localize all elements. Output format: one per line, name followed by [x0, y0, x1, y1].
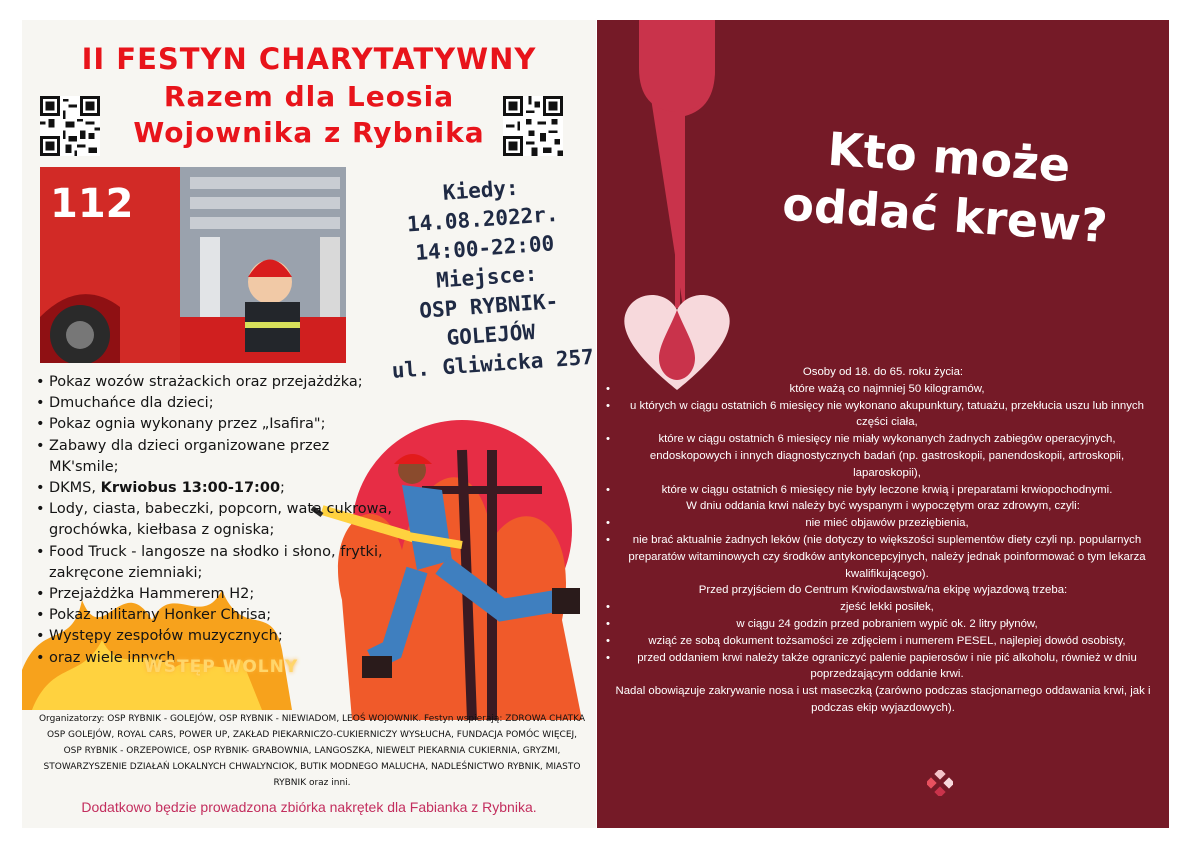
- heading-line: Kto może: [826, 121, 1072, 193]
- list-item-dkms: [36, 478, 396, 499]
- list-item: • Pokaz militarny Honker Chrisa;: [36, 605, 396, 626]
- event-info: [370, 169, 596, 387]
- poster-title: II FESTYN CHARYTATYWNY: [81, 42, 537, 76]
- list-item: • które ważą co najmniej 50 kilogramów,: [603, 381, 1163, 398]
- list-item: • wziąć ze sobą dokument tożsamości ze zdjęciem i numerem PESEL, najlepiej dowód osobisty,: [603, 633, 1163, 650]
- info-line: ul. Gliwicka 257: [391, 344, 595, 383]
- list-item: • Przejażdżka Hammerem H2;: [36, 584, 396, 605]
- list-item: • zjeść lekki posiłek,: [603, 599, 1163, 616]
- closing-note: Nadal obowiązuje zakrywanie nosa i ust maseczką (zarówno podczas stacjonarnego oddawania krwi, jak i podczas ekip wyjazdowych).: [615, 685, 1151, 714]
- qr-code-icon[interactable]: [503, 96, 563, 156]
- criteria-intro: Osoby od 18. do 65. roku życia:: [802, 366, 964, 378]
- poster-subtitle-1: Razem dla Leosia: [163, 80, 455, 113]
- info-line: GOLEJÓW: [445, 319, 536, 350]
- list-item: • Food Truck - langosze na słodko i słono, frytki, zakręcone ziemniaki;: [36, 542, 396, 584]
- list-item: • Pokaz ognia wykonany przez „Isafira";: [36, 414, 396, 435]
- poster-subtitle-2: Wojownika z Rybnika: [133, 116, 485, 149]
- list-item: • przed oddaniem krwi należy także ograniczyć palenie papierosów i nie pić alkoholu, również w dniu poprzedzającym oddanie krwi.: [603, 650, 1163, 684]
- day-of-list: [603, 515, 1163, 582]
- list-item: • Pokaz wozów strażackich oraz przejażdżka;: [36, 372, 396, 393]
- list-item: • w ciągu 24 godzin przed pobraniem wypić ok. 2 litry płynów,: [603, 616, 1163, 633]
- before-list: [603, 599, 1163, 683]
- criteria-list: [603, 381, 1163, 499]
- list-item: • oraz wiele innych.: [36, 648, 396, 669]
- list-item: • nie mieć objawów przeziębienia,: [603, 515, 1163, 532]
- list-item: • które w ciągu ostatnich 6 miesięcy nie miały wykonanych żadnych zabiegów operacyjnych, endoskopowych i innych diagnostycznych badań (np. gastroskopii, panendoskopii, artroskopii, laparoskopii),: [603, 431, 1163, 481]
- list-item: • u których w ciągu ostatnich 6 miesięcy nie wykonano akupunktury, tatuażu, przekłucia uszu lub innych części ciała,: [603, 398, 1163, 432]
- festival-poster: [22, 20, 596, 828]
- qr-code-icon[interactable]: [40, 96, 100, 156]
- free-entry-label: WSTĘP WOLNY: [144, 657, 299, 677]
- donor-criteria: [603, 364, 1163, 717]
- info-line: Miejsce:: [435, 261, 539, 293]
- fire-truck-photo: [40, 167, 346, 363]
- list-item: • Dmuchańce dla dzieci;: [36, 393, 396, 414]
- organizers-text: Organizatorzy: OSP RYBNIK - GOLEJÓW, OSP RYBNIK - NIEWIADOM, LEOŚ WOJOWNIK. Festyn wspierają: ZDROWA CHATKA OSP GOLEJÓW, ROYAL CARS, POWER UP, ZAKŁAD PIEKARNICZO-CUKIERNICZY WYSŁUCHA, FUNDACJA POMÓC WIĘCEJ, OSP RYBNIK - ORZEPOWICE, OSP RYBNIK- GRABOWNIA, LANGOSZKA, NIEWELT PIEKARNIA CUKIERNIA, GRYZMI, STOWARZYSZENIE DZIAŁAŃ LOKALNYCH CHWALYNCIOK, BUTIK MODNEGO MALUCHA, NADLEŚNICTWO RYBNIK, MIASTO RYBNIK oraz inni.: [38, 714, 586, 788]
- dkms-suffix: ;: [280, 480, 285, 497]
- heading-line: oddać krew?: [780, 176, 1110, 254]
- dkms-prefix: DKMS,: [49, 480, 101, 497]
- info-line: 14.08.2022r.: [406, 201, 560, 237]
- dkms-bold: Krwiobus 13:00-17:00: [100, 480, 281, 497]
- info-line: 14:00-22:00: [414, 231, 555, 265]
- before-intro: Przed przyjściem do Centrum Krwiodawstwa/na ekipę wyjazdową trzeba:: [698, 584, 1068, 597]
- extra-note: Dodatkowo będzie prowadzona zbiórka nakrętek dla Fabianka z Rybnika.: [81, 799, 537, 815]
- list-item: • Zabawy dla dzieci organizowane przez MK'smile;: [36, 436, 396, 478]
- day-of-intro: W dniu oddania krwi należy być wyspanym i wypoczętym oraz zdrowym, czyli:: [686, 500, 1080, 513]
- list-item: • które w ciągu ostatnich 6 miesięcy nie były leczone krwią i preparatami krwiopochodnymi.: [603, 482, 1163, 499]
- attractions-list: [36, 372, 396, 669]
- list-item: • nie brać aktualnie żadnych leków (nie dotyczy to większości suplementów diety czyli np. popularnych preparatów witaminowych czy środków antykoncepcyjnych, należy jednak poinformować o tym lekarza kwalifikującego).: [603, 532, 1163, 582]
- list-item: • Występy zespołów muzycznych;: [36, 626, 396, 647]
- info-line: Kiedy:: [442, 175, 520, 205]
- info-line: OSP RYBNIK-: [418, 289, 559, 323]
- truck-number: 112: [50, 181, 134, 227]
- logo-icon: [927, 770, 953, 796]
- blood-donation-poster: [597, 20, 1169, 828]
- list-item: • Lody, ciasta, babeczki, popcorn, wata cukrowa, grochówka, kiełbasa z ogniska;: [36, 499, 396, 541]
